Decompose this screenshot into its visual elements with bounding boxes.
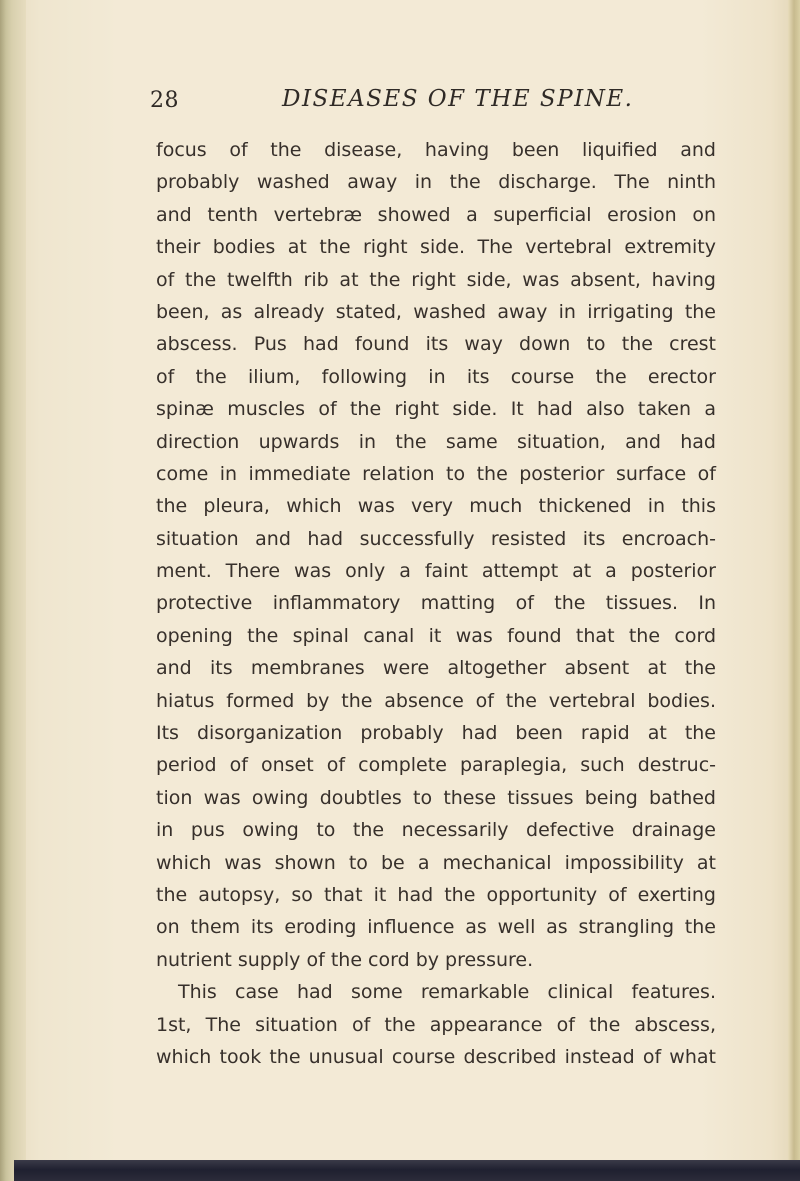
text-line: the pleura, which was very much thickened in this	[156, 495, 716, 518]
text-line: the autopsy, so that it had the opportunity of exerting	[156, 883, 716, 906]
text-line: probably washed away in the discharge. The ninth	[156, 171, 716, 194]
page-right-edge	[788, 0, 800, 1181]
text-line: This case had some remarkable clinical features.	[178, 981, 716, 1004]
text-line: period of onset of complete paraplegia, such destruc-	[156, 754, 716, 777]
text-line: in pus owing to the necessarily defective drainage	[156, 819, 716, 842]
text-line: abscess. Pus had found its way down to the crest	[156, 333, 716, 356]
text-line: of the ilium, following in its course the erector	[156, 365, 716, 388]
running-header	[150, 86, 710, 122]
text-line: spinæ muscles of the right side. It had also taken a	[156, 398, 716, 421]
text-line: their bodies at the right side. The vertebral extremity	[156, 236, 716, 259]
text-line: focus of the disease, having been liquified and	[156, 139, 716, 161]
running-title: DISEASES OF THE SPINE.	[282, 86, 634, 112]
text-line: come in immediate relation to the posterior surface of	[156, 462, 716, 485]
text-line: Its disorganization probably had been rapid at the	[156, 722, 716, 745]
text-line: situation and had successfully resisted its encroach-	[156, 527, 716, 550]
text-line: 1st, The situation of the appearance of the abscess,	[156, 1013, 716, 1036]
text-line: which took the unusual course described instead of what	[156, 1045, 716, 1068]
text-line: opening the spinal canal it was found that the cord	[156, 624, 716, 647]
text-line: ment. There was only a faint attempt at a posterior	[156, 560, 716, 583]
text-line: tion was owing doubtles to these tissues being bathed	[156, 786, 716, 809]
text-line: nutrient supply of the cord by pressure.	[156, 948, 534, 971]
text-line: direction upwards in the same situation, and had	[156, 430, 716, 453]
page-bottom-shadow	[14, 1160, 800, 1181]
text-line: hiatus formed by the absence of the vertebral bodies.	[156, 689, 716, 712]
text-line: which was shown to be a mechanical impossibility at	[156, 851, 716, 874]
text-line: and its membranes were altogether absent at the	[156, 657, 716, 680]
body-text	[156, 134, 716, 1073]
text-line: of the twelfth rib at the right side, was absent, having	[156, 268, 716, 291]
text-line: been, as already stated, washed away in irrigating the	[156, 300, 716, 323]
page-number: 28	[150, 88, 179, 113]
text-line: on them its eroding influence as well as strangling the	[156, 916, 716, 939]
text-line: and tenth vertebræ showed a superficial erosion on	[156, 203, 716, 226]
page-binding-edge	[0, 0, 26, 1181]
text-line: protective inflammatory matting of the tissues. In	[156, 592, 716, 615]
